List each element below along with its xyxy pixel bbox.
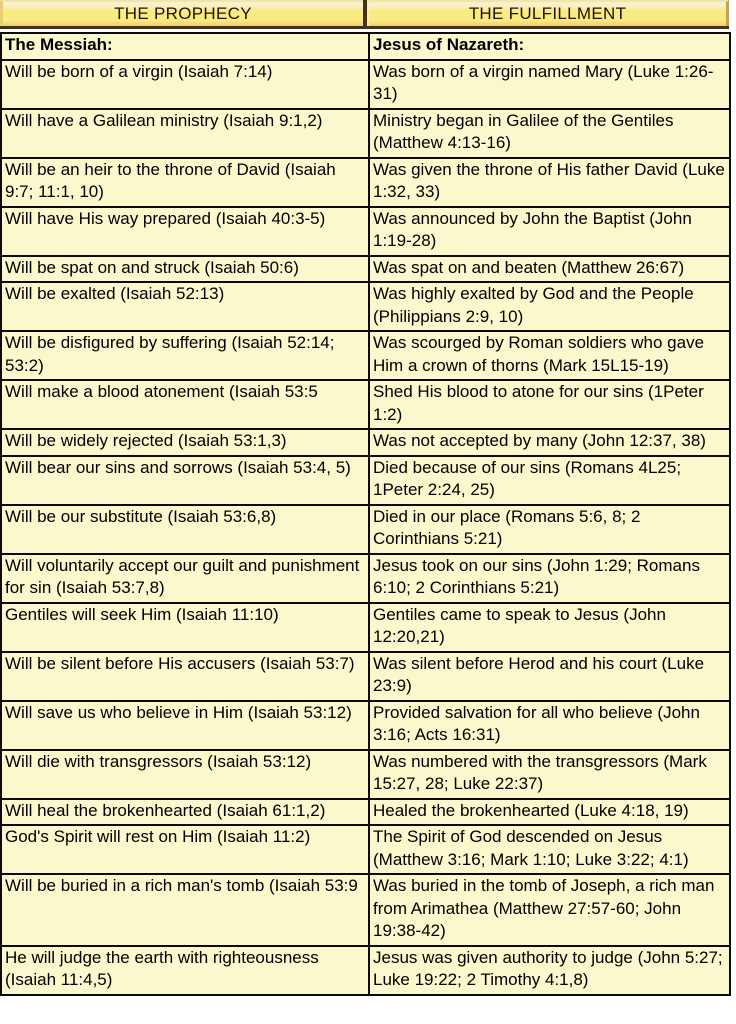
prophecy-cell: Will die with transgressors (Isaiah 53:12) <box>1 750 369 799</box>
prophecy-cell: Will have a Galilean ministry (Isaiah 9:1,2) <box>1 109 369 158</box>
fulfillment-cell: The Spirit of God descended on Jesus (Matthew 3:16; Mark 1:10; Luke 3:22; 4:1) <box>369 825 730 874</box>
fulfillment-cell: Was scourged by Roman soldiers who gave Him a crown of thorns (Mark 15L15-19) <box>369 331 730 380</box>
prophecy-table <box>0 32 731 996</box>
prophecy-cell: Will have His way prepared (Isaiah 40:3-5) <box>1 207 369 256</box>
table-body <box>1 33 730 995</box>
prophecy-cell: Will make a blood atonement (Isaiah 53:5 <box>1 380 369 429</box>
prophecy-cell: Will be our substitute (Isaiah 53:6,8) <box>1 505 369 554</box>
prophecy-cell: Will be silent before His accusers (Isaiah 53:7) <box>1 652 369 701</box>
fulfillment-cell: Was announced by John the Baptist (John 1:19-28) <box>369 207 730 256</box>
table-row <box>1 282 730 331</box>
table-row <box>1 256 730 283</box>
prophecy-cell: Will be exalted (Isaiah 52:13) <box>1 282 369 331</box>
fulfillment-cell: Was given the throne of His father David (Luke 1:32, 33) <box>369 158 730 207</box>
table-row <box>1 799 730 826</box>
fulfillment-cell: Healed the brokenhearted (Luke 4:18, 19) <box>369 799 730 826</box>
fulfillment-cell: Was highly exalted by God and the People (Philippians 2:9, 10) <box>369 282 730 331</box>
fulfillment-cell: Jesus was given authority to judge (John 5:27; Luke 19:22; 2 Timothy 4:1,8) <box>369 946 730 995</box>
subject-row <box>1 33 730 60</box>
table-row <box>1 825 730 874</box>
table-row <box>1 158 730 207</box>
fulfillment-cell: Was not accepted by many (John 12:37, 38) <box>369 429 730 456</box>
fulfillment-cell: Was buried in the tomb of Joseph, a rich man from Arimathea (Matthew 27:57-60; John 19:38-42) <box>369 874 730 946</box>
prophecy-cell: Will bear our sins and sorrows (Isaiah 53:4, 5) <box>1 456 369 505</box>
fulfillment-cell: Provided salvation for all who believe (John 3:16; Acts 16:31) <box>369 701 730 750</box>
prophecy-cell: Will be an heir to the throne of David (Isaiah 9:7; 11:1, 10) <box>1 158 369 207</box>
prophecy-cell: Will voluntarily accept our guilt and punishment for sin (Isaiah 53:7,8) <box>1 554 369 603</box>
fulfillment-cell: Was silent before Herod and his court (Luke 23:9) <box>369 652 730 701</box>
prophecy-cell: He will judge the earth with righteousness (Isaiah 11:4,5) <box>1 946 369 995</box>
table-row <box>1 429 730 456</box>
prophecy-cell: God's Spirit will rest on Him (Isaiah 11:2) <box>1 825 369 874</box>
fulfillment-cell: Died in our place (Romans 5:6, 8; 2 Corinthians 5:21) <box>369 505 730 554</box>
prophecy-cell: Will be disfigured by suffering (Isaiah 52:14; 53:2) <box>1 331 369 380</box>
table-row <box>1 554 730 603</box>
table-row <box>1 207 730 256</box>
prophecy-cell: Will heal the brokenhearted (Isaiah 61:1,2) <box>1 799 369 826</box>
fulfillment-cell: Was numbered with the transgressors (Mark 15:27, 28; Luke 22:37) <box>369 750 730 799</box>
fulfillment-subject-cell: Jesus of Nazareth: <box>369 33 730 60</box>
fulfillment-cell: Jesus took on our sins (John 1:29; Romans 6:10; 2 Corinthians 5:21) <box>369 554 730 603</box>
fulfillment-cell: Gentiles came to speak to Jesus (John 12:20,21) <box>369 603 730 652</box>
fulfillment-cell: Died because of our sins (Romans 4L25; 1Peter 2:24, 25) <box>369 456 730 505</box>
table-header <box>0 0 729 29</box>
table-row <box>1 60 730 109</box>
table-row <box>1 109 730 158</box>
table-row <box>1 652 730 701</box>
prophecy-cell: Will be buried in a rich man's tomb (Isaiah 53:9 <box>1 874 369 946</box>
table-row <box>1 946 730 995</box>
prophecy-cell: Will be spat on and struck (Isaiah 50:6) <box>1 256 369 283</box>
table-row <box>1 456 730 505</box>
fulfillment-cell: Shed His blood to atone for our sins (1Peter 1:2) <box>369 380 730 429</box>
fulfillment-cell: Was born of a virgin named Mary (Luke 1:26-31) <box>369 60 730 109</box>
table-row <box>1 603 730 652</box>
prophecy-cell: Will save us who believe in Him (Isaiah 53:12) <box>1 701 369 750</box>
table-row <box>1 380 730 429</box>
header-prophecy: THE PROPHECY <box>0 0 363 26</box>
prophecy-subject-cell: The Messiah: <box>1 33 369 60</box>
table-row <box>1 505 730 554</box>
fulfillment-cell: Ministry began in Galilee of the Gentiles (Matthew 4:13-16) <box>369 109 730 158</box>
prophecy-cell: Gentiles will seek Him (Isaiah 11:10) <box>1 603 369 652</box>
fulfillment-cell: Was spat on and beaten (Matthew 26:67) <box>369 256 730 283</box>
header-fulfillment: THE FULFILLMENT <box>369 0 729 26</box>
table-row <box>1 331 730 380</box>
prophecy-cell: Will be born of a virgin (Isaiah 7:14) <box>1 60 369 109</box>
prophecy-cell: Will be widely rejected (Isaiah 53:1,3) <box>1 429 369 456</box>
table-row <box>1 750 730 799</box>
table-row <box>1 874 730 946</box>
table-row <box>1 701 730 750</box>
